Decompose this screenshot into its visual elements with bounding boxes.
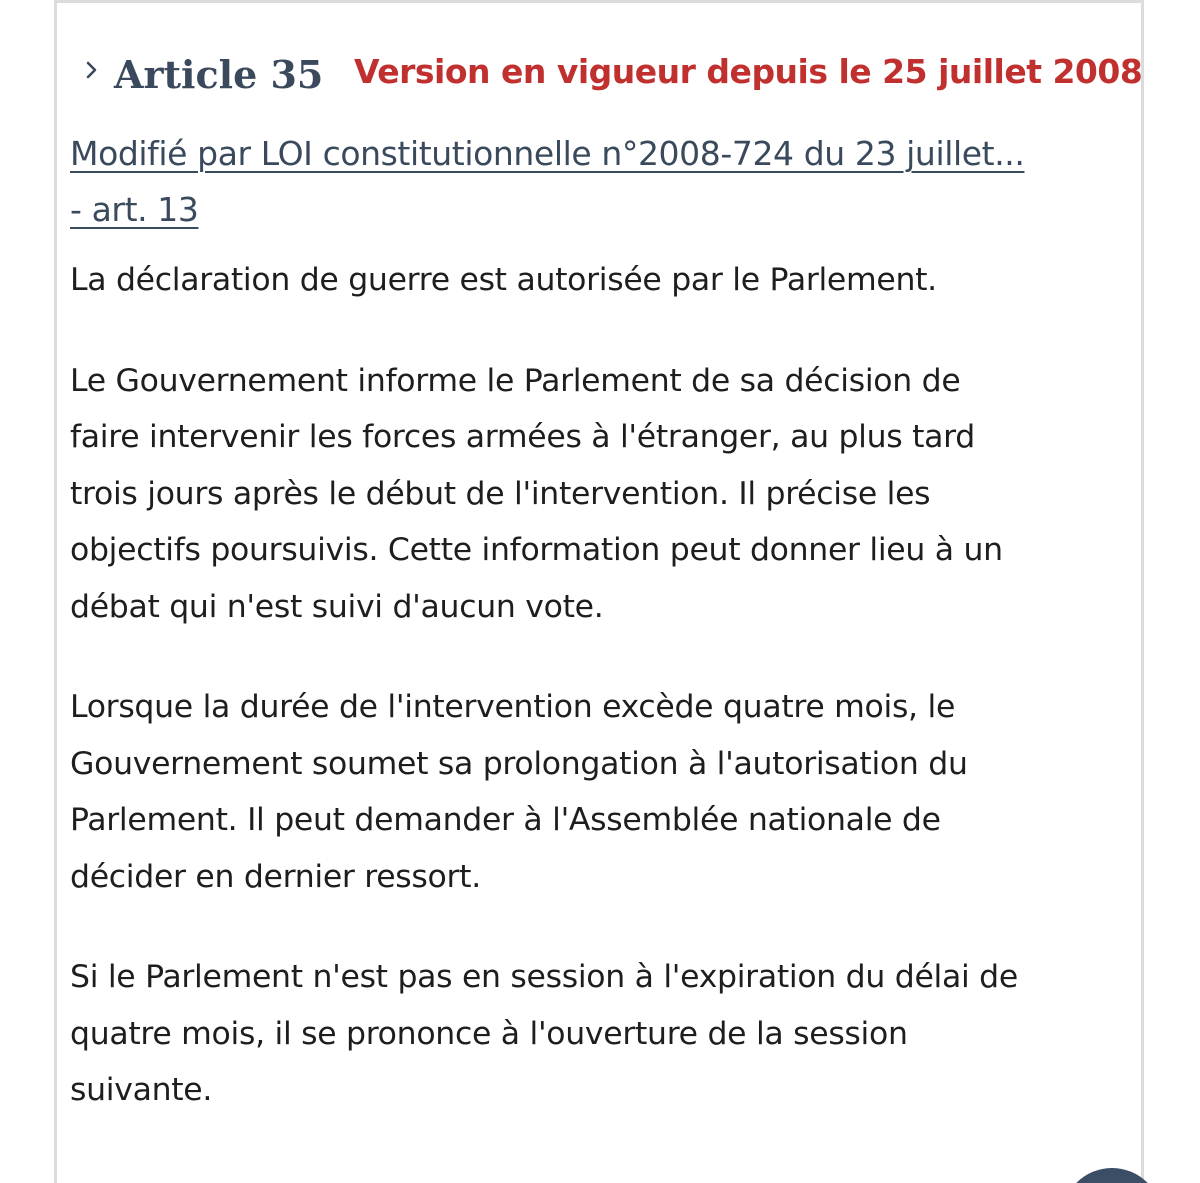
paragraph-line: décider en dernier ressort. <box>70 858 481 895</box>
floating-action-button[interactable] <box>1062 1168 1162 1183</box>
article-header[interactable] <box>80 48 1143 108</box>
paragraph-line: faire intervenir les forces armées à l'étranger, au plus tard <box>70 419 975 455</box>
chevron-right-icon[interactable] <box>80 58 104 82</box>
paragraph-line: La déclaration de guerre est autorisée par le Parlement. <box>70 262 937 298</box>
article-title[interactable]: Article 35 <box>114 52 324 97</box>
card-right-border <box>1141 0 1144 1183</box>
paragraph-line: Lorsque la durée de l'intervention excède quatre mois, le <box>70 689 956 725</box>
paragraph-line: quatre mois, il se prononce à l'ouverture de la session <box>70 1015 908 1052</box>
paragraph-3 <box>70 679 1130 905</box>
card-left-border <box>54 0 57 1183</box>
paragraph-1 <box>70 252 1130 309</box>
paragraph-4 <box>70 949 1130 1119</box>
version-status: Version en vigueur depuis le 25 juillet 2008 <box>354 52 1143 91</box>
paragraph-line: trois jours après le début de l'intervention. Il précise les <box>70 475 931 512</box>
paragraph-2 <box>70 353 1130 636</box>
article-body <box>70 252 1130 1163</box>
paragraph-line: Parlement. Il peut demander à l'Assemblée nationale de <box>70 802 941 838</box>
paragraph-line: débat qui n'est suivi d'aucun vote. <box>70 588 604 625</box>
paragraph-line: Si le Parlement n'est pas en session à l'expiration du délai de <box>70 959 1018 995</box>
modification-link-line-2[interactable]: - art. 13 <box>70 190 199 229</box>
paragraph-line: objectifs poursuivis. Cette information peut donner lieu à un <box>70 532 1003 568</box>
modification-link[interactable] <box>70 126 1130 238</box>
paragraph-line: suivante. <box>70 1072 213 1108</box>
card-top-border <box>54 0 1144 3</box>
paragraph-line: Le Gouvernement informe le Parlement de sa décision de <box>70 362 961 399</box>
paragraph-line: Gouvernement soumet sa prolongation à l'autorisation du <box>70 745 968 782</box>
modification-link-line-1[interactable]: Modifié par LOI constitutionnelle n°2008-724 du 23 juillet... <box>70 134 1025 173</box>
